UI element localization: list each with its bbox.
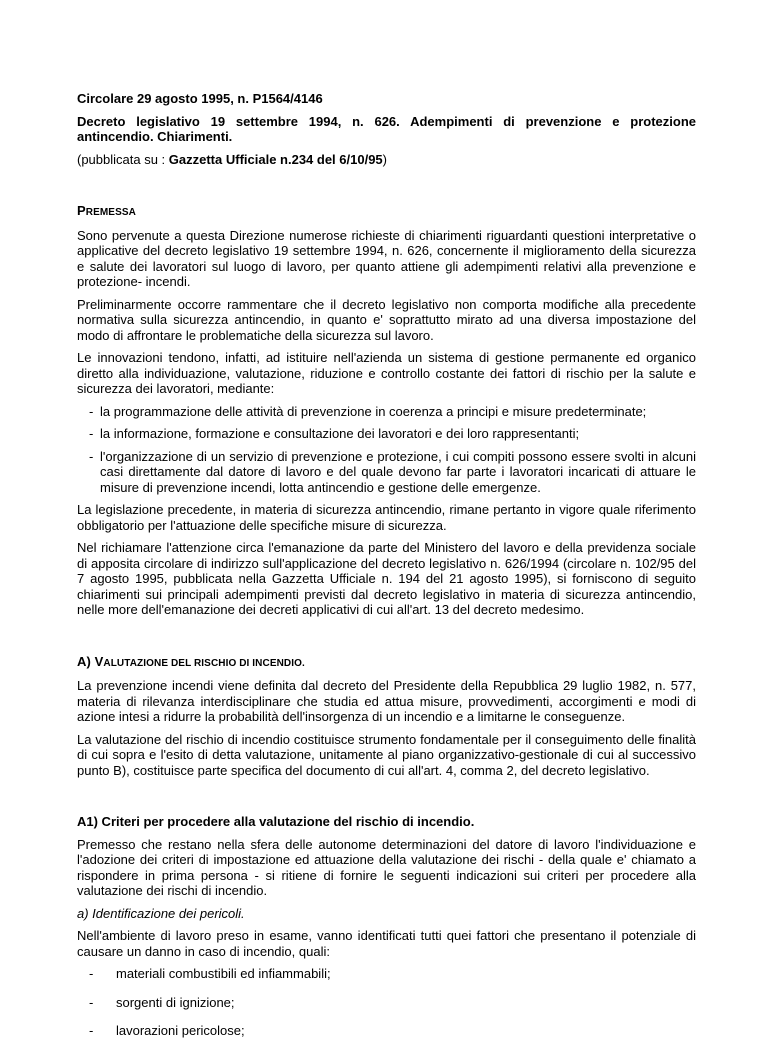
subsection-a-heading: a) Identificazione dei pericoli. <box>77 905 245 921</box>
section-a-heading-rest: ALUTAZIONE DEL RISCHIO DI INCENDIO. <box>103 657 305 669</box>
list-item <box>77 404 696 420</box>
premessa-list <box>77 404 696 496</box>
publication-prefix: (pubblicata su : <box>77 151 169 167</box>
section-a-paragraph-1: La prevenzione incendi viene definita dal decreto del Presidente della Repubblica 29 luglio 1982, n. 577, materia di rilevanza interdisciplinare che studia ed attua misure, provvedimenti, accorgimenti e modi di azione intesi a ridurre la probabilità dell'insorgenza di un incendio e a limitarne le conseguenze. <box>77 678 696 724</box>
publication-source: Gazzetta Ufficiale n.234 del 6/10/95 <box>168 151 383 167</box>
dash-marker: - <box>89 403 94 419</box>
list-item-text: materiali combustibili ed infiammabili; <box>116 966 331 981</box>
dash-marker: - <box>89 426 94 441</box>
list-item-text: la programmazione delle attività di prevenzione in coerenza a principi e misure predeterminate; <box>100 403 647 419</box>
dash-marker: - <box>89 966 94 981</box>
section-a1-paragraph-1: Premesso che restano nella sfera delle autonome determinazioni del datore di lavoro l'individuazione e l'adozione dei criteri di impostazione ed attuazione della valutazione dei rischi - della quale e' chiamato a rispondere in prima persona - si ritiene di fornire le seguenti indicazioni sui criteri per procedere alla valutazione dei rischi di incendio. <box>77 836 696 898</box>
premessa-paragraph-1: Sono pervenute a questa Direzione numerose richieste di chiarimenti riguardanti questioni interpretative o applicative del decreto legislativo 19 settembre 1994, n. 626, concernente il miglioramento della sicurezza e salute dei lavoratori sul luogo di lavoro, per quanto attiene gli adempimenti relativi alla prevenzione e protezione- incendi. <box>77 227 696 289</box>
premessa-paragraph-2: Preliminarmente occorre rammentare che il decreto legislativo non comporta modifiche alla precedente normativa sulla sicurezza antincendio, in quanto e' soprattutto mirato ad una diversa impostazione del modo di affrontare le problematiche della sicurezza sul lavoro. <box>77 296 696 343</box>
list-item <box>77 1023 696 1039</box>
hazard-list <box>77 966 696 1039</box>
publication-note <box>77 152 696 168</box>
list-item <box>77 449 696 496</box>
circolare-title: Circolare 29 agosto 1995, n. P1564/4146 <box>77 91 323 106</box>
section-a1-paragraph-2: Nell'ambiente di lavoro preso in esame, vanno identificati tutti quei fattori che presentano il potenziale di causare un danno in caso di incendio, quali: <box>77 928 696 959</box>
premessa-heading-rest: REMESSA <box>85 207 136 218</box>
publication-suffix: ) <box>382 151 388 167</box>
section-a-heading <box>77 654 696 672</box>
premessa-paragraph-4: La legislazione precedente, in materia di sicurezza antincendio, rimane pertanto in vigore quale riferimento obbligatorio per l'attuazione delle specifiche misure di sicurezza. <box>77 502 696 533</box>
section-a-paragraph-2: La valutazione del rischio di incendio costituisce strumento fondamentale per il conseguimento delle finalità di cui sopra e l'esito di detta valutazione, unitamente al piano organizzativo-gestionale di cui al successivo punto B), costituisce parte specifica del documento di cui all'art. 4, comma 2, del decreto legislativo. <box>77 731 696 778</box>
dash-marker: - <box>89 1023 94 1038</box>
dash-marker: - <box>89 448 94 464</box>
premessa-heading-initial: P <box>77 203 86 218</box>
list-item-text: l'organizzazione di un servizio di prevenzione e protezione, i cui compiti possono essere svolti in alcuni casi direttamente dal datore di lavoro e del quale devono far parte i lavoratori incaricati di attuare le misure di prevenzione incendi, lotta antincendio e gestione delle emergenze. <box>100 448 696 495</box>
premessa-paragraph-5: Nel richiamare l'attenzione circa l'emanazione da parte del Ministero del lavoro e della previdenza sociale di apposita circolare di indirizzo sull'applicazione del decreto legislativo n. 626/1994 (circolare n. 102/95 del 7 agosto 1995, pubblicata nella Gazzetta Ufficiale n. 194 del 21 agosto 1995), si forniscono di seguito chiarimenti sui principali adempimenti previsti dal decreto legislativo in materia di sicurezza antincendio, nelle more dell'emanazione dei decreti applicativi di cui all'art. 13 del decreto medesimo. <box>77 540 696 617</box>
list-item-text: lavorazioni pericolose; <box>116 1023 245 1038</box>
dash-marker: - <box>89 994 94 1010</box>
premessa-paragraph-3: Le innovazioni tendono, infatti, ad istituire nell'azienda un sistema di gestione permanente ed organico diretto alla individuazione, valutazione, riduzione e controllo costante dei fattori di rischio per la salute e sicurezza dei lavoratori, mediante: <box>77 350 696 396</box>
list-item-text: la informazione, formazione e consultazione dei lavoratori e dei loro rappresentanti; <box>100 426 580 441</box>
section-a-heading-prefix: A) V <box>77 653 104 669</box>
section-a1-heading: A1) Criteri per procedere alla valutazione del rischio di incendio. <box>77 814 475 829</box>
list-item <box>77 995 696 1011</box>
decreto-title: Decreto legislativo 19 settembre 1994, n. 626. Adempimenti di prevenzione e protezione antincendio. Chiarimenti. <box>77 113 696 144</box>
list-item-text: sorgenti di ignizione; <box>116 994 235 1010</box>
list-item <box>77 966 696 982</box>
premessa-heading <box>77 203 696 221</box>
list-item <box>77 426 696 442</box>
